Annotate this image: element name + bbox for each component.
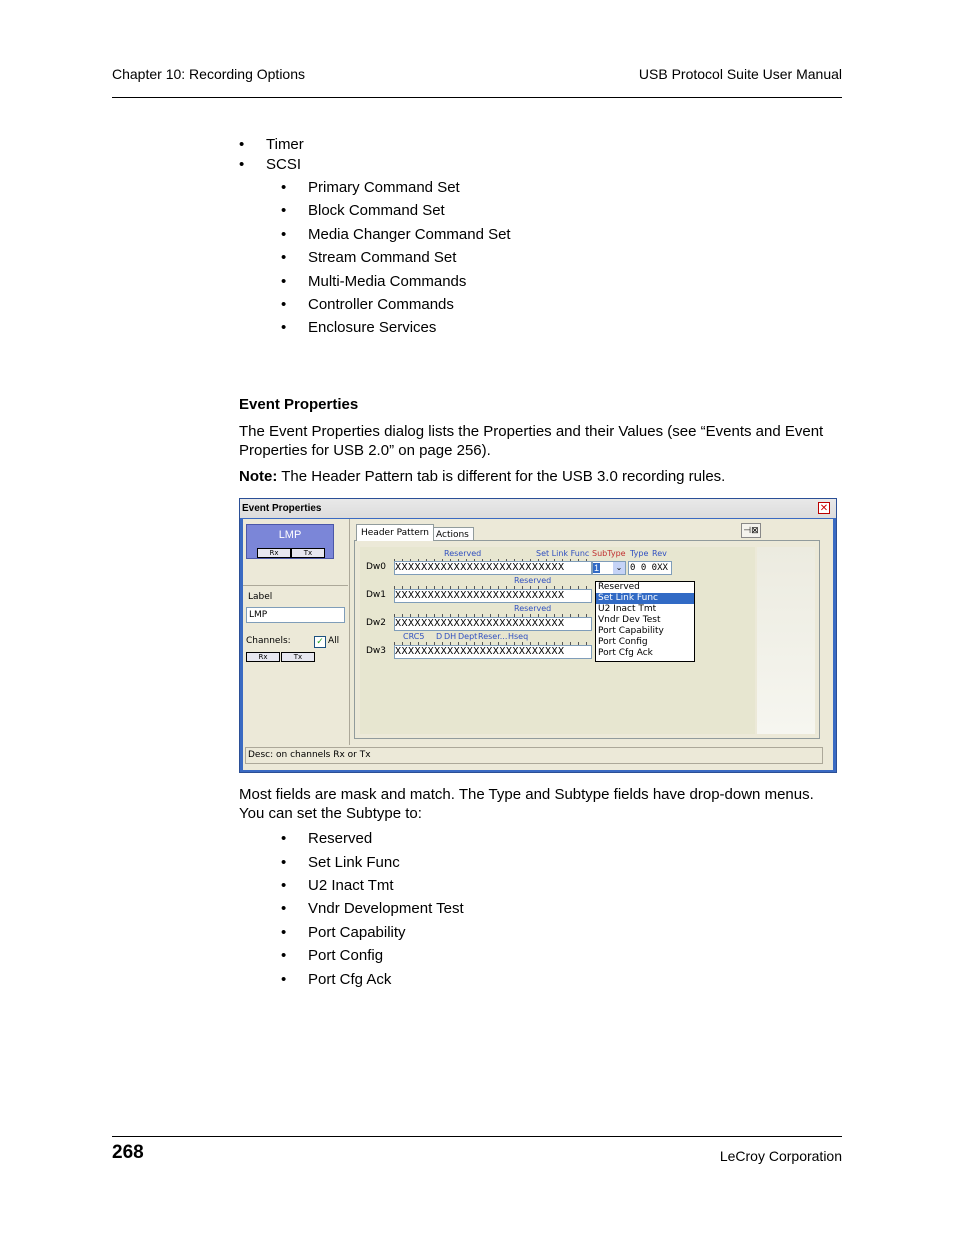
all-checkbox[interactable]: ✓ (314, 636, 326, 648)
header-pattern-panel (354, 540, 820, 739)
row-label: Dw3 (366, 646, 387, 656)
event-name: LMP (278, 529, 302, 541)
note-paragraph (239, 467, 725, 486)
paragraph-line: The Event Properties dialog lists the Properties and their Values (see “Events and Event (239, 423, 824, 440)
dialog-client-area (243, 519, 833, 770)
header-rule (112, 97, 842, 98)
tab-header-pattern[interactable]: Header Pattern (356, 524, 434, 541)
footer-company: LeCroy Corporation (719, 1148, 842, 1164)
field-label: Reserved (514, 604, 552, 613)
field-label: Dept (458, 632, 478, 641)
channels-caption: Channels: (246, 636, 291, 646)
label-caption: Label (248, 592, 273, 602)
all-caption: All (328, 636, 340, 646)
subtype-value: 1 (594, 563, 600, 573)
paragraph-line: Properties for USB 2.0” on page 256). (239, 442, 491, 459)
footer-rule (112, 1136, 842, 1137)
field-label: DH (444, 632, 457, 641)
dropdown-option[interactable]: Port Cfg Ack (598, 648, 653, 658)
tx-button[interactable]: Tx (291, 548, 325, 558)
type-rev-field[interactable]: 0 0 0XX (628, 561, 672, 575)
pattern-field[interactable]: XXXXXXXXXXXXXXXXXXXXXXXXXX (394, 645, 592, 659)
dropdown-option[interactable]: Port Capability (598, 626, 664, 636)
rx-button[interactable]: Rx (257, 548, 291, 558)
note-text: The Header Pattern tab is different for the USB 3.0 recording rules. (277, 468, 726, 485)
chevron-down-icon[interactable]: ⌄ (613, 562, 625, 574)
field-label: D (436, 632, 443, 641)
scroll-area (757, 547, 815, 734)
row-label: Dw1 (366, 590, 387, 600)
channel-rx-button[interactable]: Rx (246, 652, 280, 662)
page-number: 268 (112, 1142, 144, 1163)
subtype-dropdown-list[interactable] (595, 581, 695, 662)
status-bar: Desc: on channels Rx or Tx (245, 747, 823, 764)
tab-actions[interactable]: Actions (431, 527, 474, 541)
subtype-select[interactable] (592, 561, 626, 575)
label-input[interactable]: LMP (246, 607, 345, 623)
dropdown-option[interactable]: Port Config (598, 637, 648, 647)
note-label: Note: (239, 468, 278, 485)
divider (243, 585, 348, 586)
row-label: Dw2 (366, 618, 387, 628)
paragraph-line: You can set the Subtype to: (239, 805, 422, 822)
dropdown-option[interactable]: Vndr Dev Test (598, 615, 661, 625)
running-header-chapter: Chapter 10: Recording Options (112, 66, 305, 82)
pattern-field[interactable]: XXXXXXXXXXXXXXXXXXXXXXXXXX (394, 561, 592, 575)
pattern-field[interactable]: XXXXXXXXXXXXXXXXXXXXXXXXXX (394, 589, 592, 603)
pin-icon[interactable]: ⊣⊠ (741, 523, 761, 538)
row-label: Dw0 (366, 562, 387, 572)
event-block[interactable] (246, 524, 334, 559)
dialog-title: Event Properties (240, 499, 836, 518)
field-label: Rev (652, 549, 667, 558)
field-label: Hseq (508, 632, 529, 641)
field-label: Type (630, 549, 649, 558)
field-label: SubType (592, 549, 626, 558)
field-label: Set Link Func (536, 549, 590, 558)
dropdown-option[interactable]: U2 Inact Tmt (598, 604, 657, 614)
pattern-field[interactable]: XXXXXXXXXXXXXXXXXXXXXXXXXX (394, 617, 592, 631)
dropdown-option-selected[interactable]: Set Link Func (596, 593, 694, 604)
close-icon[interactable]: ✕ (819, 503, 829, 514)
field-label: CRC5 (403, 632, 425, 641)
paragraph-line: Most fields are mask and match. The Type and Subtype fields have drop-down menus. (239, 786, 814, 803)
channel-tx-button[interactable]: Tx (281, 652, 315, 662)
section-heading: Event Properties (239, 396, 359, 413)
field-label: Reserved (444, 549, 482, 558)
field-label: Reserved (514, 576, 552, 585)
pattern-area (360, 547, 755, 734)
pane-divider (349, 519, 350, 745)
dropdown-option[interactable]: Reserved (598, 582, 640, 592)
event-properties-dialog (239, 498, 837, 773)
field-label: Reser... (478, 632, 508, 641)
running-header-manual: USB Protocol Suite User Manual (638, 66, 842, 82)
